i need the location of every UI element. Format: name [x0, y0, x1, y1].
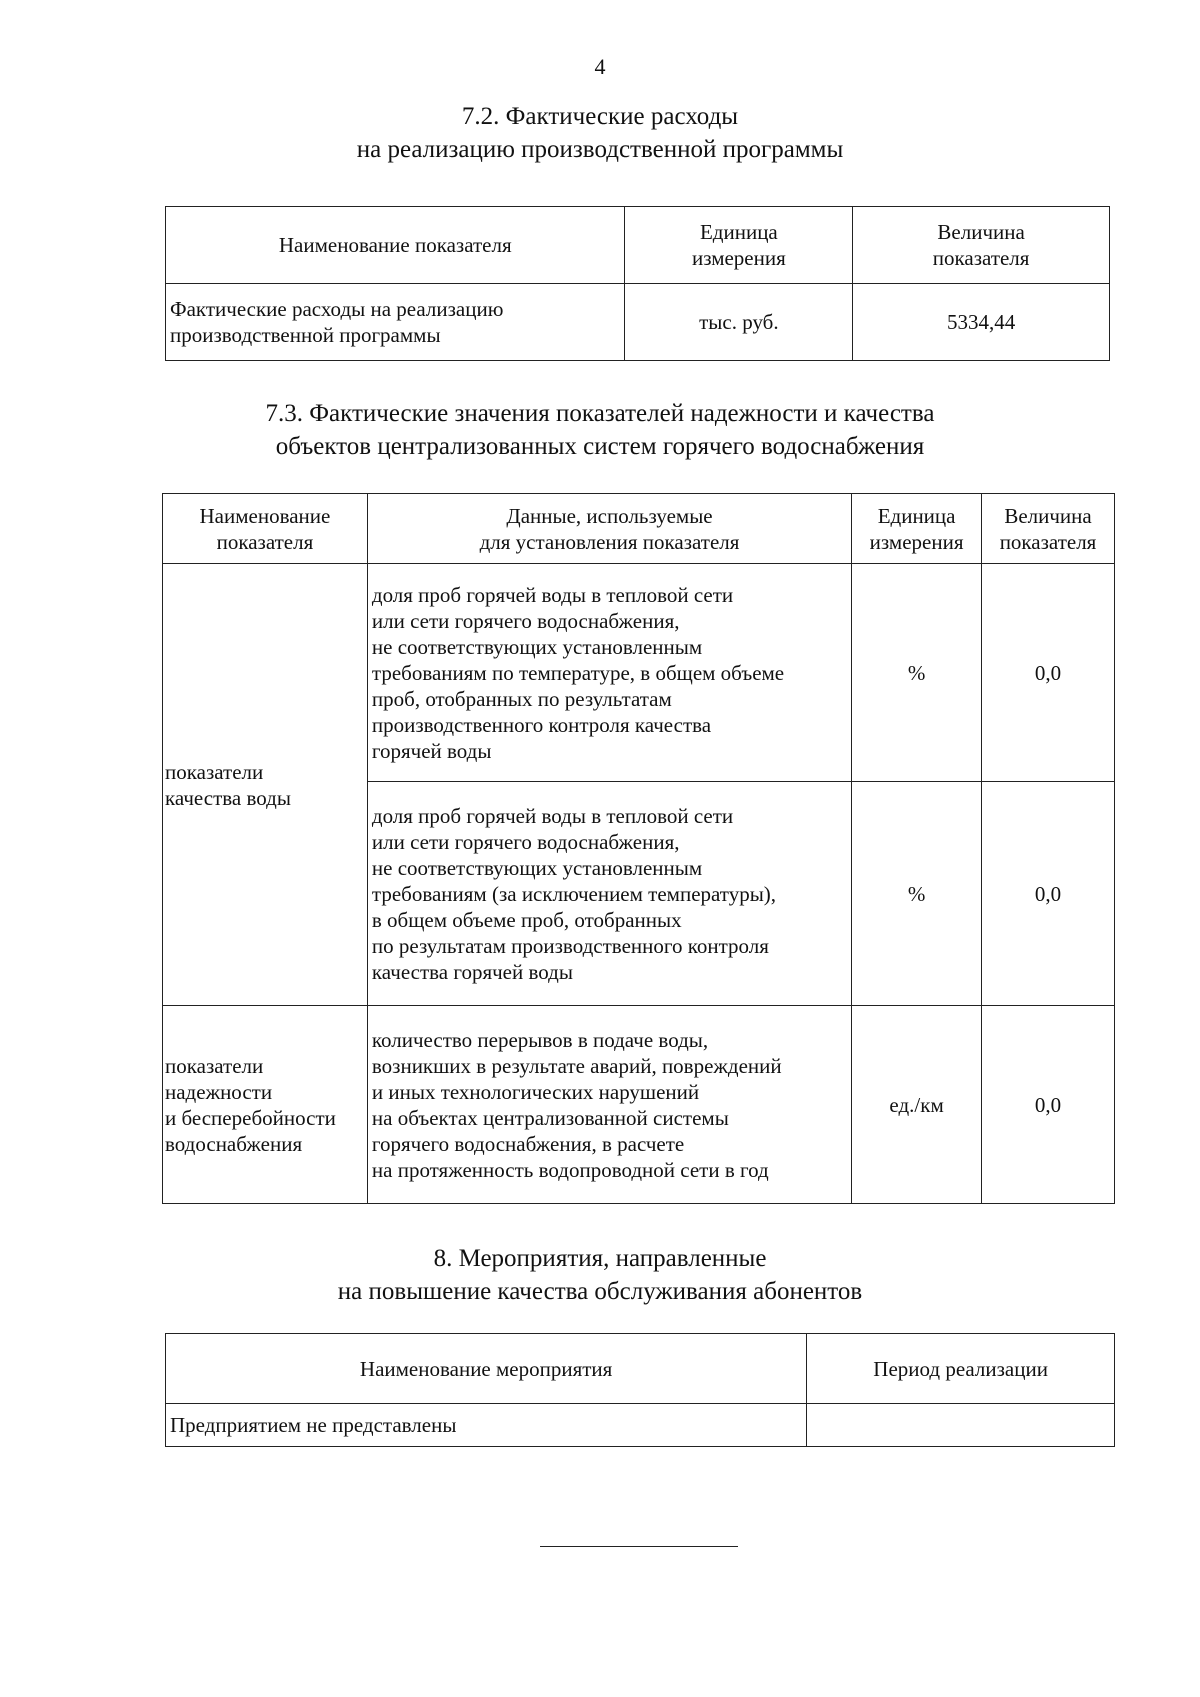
data-line: доля проб горячей воды в тепловой сети: [371, 803, 734, 828]
header-period: Период реализации: [807, 1334, 1115, 1404]
table-header-row: [166, 207, 1110, 284]
cell-data-description: [367, 1006, 851, 1204]
data-line: на протяженность водопроводной сети в год: [371, 1157, 769, 1182]
cell-value: 0,0: [982, 564, 1115, 782]
table-row: [163, 1006, 1115, 1204]
data-line: возникших в результате аварий, повреждений: [371, 1053, 782, 1078]
data-line: и иных технологических нарушений: [371, 1079, 700, 1104]
section-7-3-title-line1: 7.3. Фактические значения показателей надежности и качества: [265, 400, 935, 427]
header-value-line1: Величина: [1004, 503, 1092, 528]
header-name-line2: показателя: [216, 529, 314, 554]
data-line: по результатам производственного контроля: [371, 933, 769, 958]
group-name-line2: качества воды: [165, 785, 291, 810]
header-data-line1: Данные, используемые: [506, 503, 713, 528]
cell-name-line1: Фактические расходы на реализацию: [170, 297, 504, 321]
header-unit: [852, 494, 982, 564]
data-line: производственного контроля качества: [371, 712, 712, 737]
header-value: [982, 494, 1115, 564]
data-line: качества горячей воды: [371, 959, 573, 984]
data-line: или сети горячего водоснабжения,: [371, 608, 680, 633]
data-line: количество перерывов в подаче воды,: [371, 1027, 709, 1052]
section-8-title-line1: 8. Мероприятия, направленные: [433, 1245, 767, 1272]
data-line: не соответствующих установленным: [371, 855, 703, 880]
expenses-table: [165, 206, 1110, 361]
reliability-quality-table: [162, 493, 1115, 1204]
section-7-2-title: [0, 100, 1200, 166]
header-unit-line2: измерения: [869, 529, 964, 554]
header-data-line2: для установления показателя: [479, 529, 740, 554]
data-line: горячего водоснабжения, в расчете: [371, 1131, 685, 1156]
section-8-title: [0, 1242, 1200, 1308]
data-line: или сети горячего водоснабжения,: [371, 829, 680, 854]
data-line: проб, отобранных по результатам: [371, 686, 672, 711]
section-7-2-title-line2: на реализацию производственной программы: [356, 136, 844, 163]
header-value-line2: показателя: [932, 246, 1030, 270]
data-line: доля проб горячей воды в тепловой сети: [371, 582, 734, 607]
header-value-line2: показателя: [999, 529, 1097, 554]
cell-indicator-name: [166, 284, 625, 361]
cell-value: 0,0: [982, 782, 1115, 1006]
header-indicator-name: Наименование показателя: [166, 207, 625, 284]
header-unit-line1: Единица: [699, 220, 778, 244]
end-rule: [540, 1546, 738, 1547]
group-name-line2: надежности: [165, 1079, 273, 1104]
header-value-line1: Величина: [937, 220, 1025, 244]
section-8-title-line2: на повышение качества обслуживания абонентов: [337, 1278, 863, 1305]
group-name-line1: показатели: [165, 1053, 264, 1078]
data-line: требованиям (за исключением температуры),: [371, 881, 777, 906]
data-line: в общем объеме проб, отобранных: [371, 907, 682, 932]
cell-name-line2: производственной программы: [170, 323, 441, 347]
section-7-3-title-line2: объектов централизованных систем горячего водоснабжения: [275, 433, 925, 460]
group-name-line3: и бесперебойности: [165, 1105, 336, 1130]
cell-group-water-quality: [163, 564, 368, 1006]
table-row: [163, 564, 1115, 782]
section-7-3-title: [0, 397, 1200, 463]
cell-unit: %: [852, 782, 982, 1006]
cell-data-description: [367, 782, 851, 1006]
data-line: горячей воды: [371, 738, 492, 763]
cell-unit: ед./км: [852, 1006, 982, 1204]
cell-value: 0,0: [982, 1006, 1115, 1204]
group-name-line4: водоснабжения: [165, 1131, 303, 1156]
header-value: [853, 207, 1110, 284]
measures-table: [165, 1333, 1115, 1447]
cell-unit: тыс. руб.: [625, 284, 853, 361]
cell-group-reliability: [163, 1006, 368, 1204]
header-unit: [625, 207, 853, 284]
table-header-row: [166, 1334, 1115, 1404]
table-row: [166, 1404, 1115, 1447]
page-number: 4: [594, 54, 606, 79]
section-7-2-title-line1: 7.2. Фактические расходы: [461, 103, 739, 130]
group-name-line1: показатели: [165, 759, 264, 784]
header-indicator-name: [163, 494, 368, 564]
cell-measure-name: Предприятием не представлены: [166, 1404, 807, 1447]
cell-unit: %: [852, 564, 982, 782]
cell-value: 5334,44: [853, 284, 1110, 361]
table-row: [166, 284, 1110, 361]
cell-data-description: [367, 564, 851, 782]
header-unit-line2: измерения: [691, 246, 786, 270]
data-line: требованиям по температуре, в общем объеме: [371, 660, 785, 685]
header-data: [367, 494, 851, 564]
header-measure-name: Наименование мероприятия: [166, 1334, 807, 1404]
cell-period: [807, 1404, 1115, 1447]
table-header-row: [163, 494, 1115, 564]
header-unit-line1: Единица: [877, 503, 956, 528]
header-name-line1: Наименование: [199, 503, 331, 528]
data-line: не соответствующих установленным: [371, 634, 703, 659]
data-line: на объектах централизованной системы: [371, 1105, 729, 1130]
